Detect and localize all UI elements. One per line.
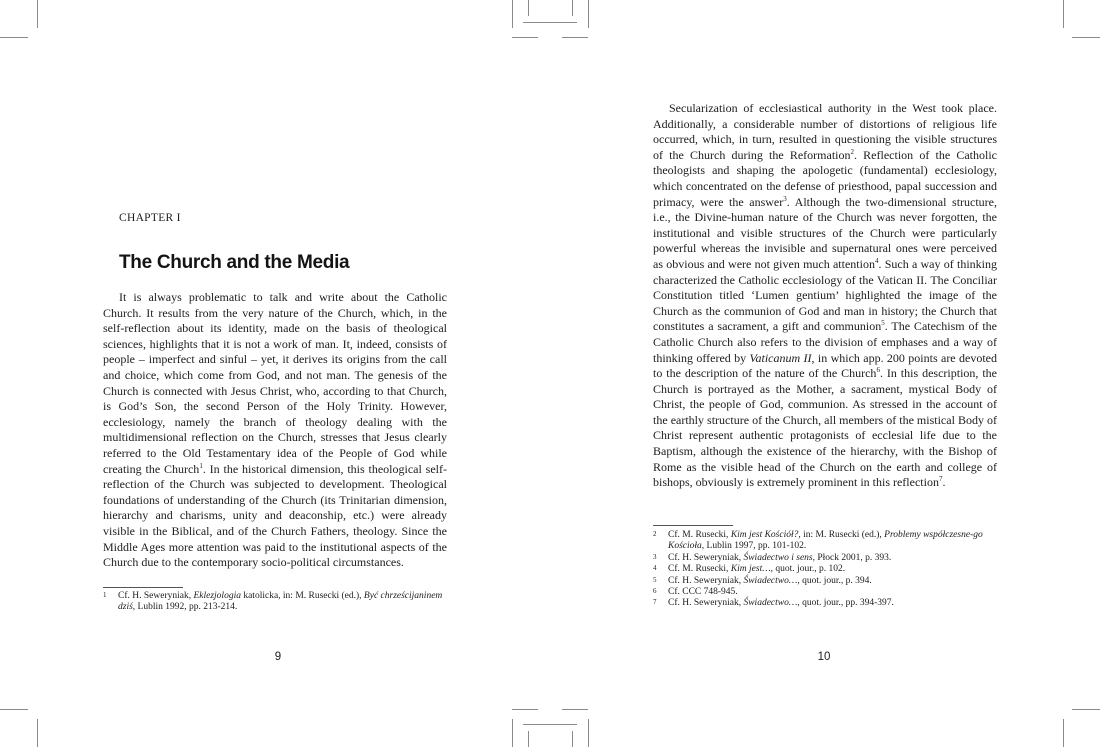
footnote-text: , quot. jour., p. 102. [770,564,846,575]
footnote-text: Cf. H. Seweryniak, [668,552,744,563]
footnote-ref[interactable]: 7 [938,475,943,484]
footnote-ref[interactable]: 2 [850,147,854,156]
footnote-number: 3 [653,552,657,561]
footnote-ref[interactable]: 4 [874,256,879,265]
footnote [653,587,999,598]
text-run: . Reflection of the Catholic theologists and shaping the apologetic (fundamental) ecclesiology, which concentrated on the defense of priesthood, papal succession and primacy, were the answer [653,147,997,209]
crop-mark [1063,719,1064,747]
crop-mark [588,719,589,747]
crop-mark [528,0,529,16]
crop-mark [37,719,38,747]
text-run: . [942,475,946,490]
footnote-number: 1 [103,591,107,599]
footnote-ref[interactable]: 3 [783,194,787,203]
text-run: . In this description, the Church is portrayed as the Mother, a sacrament, mystical Body of Christ, the people of God, communion. As stressed in the account of the earthly structure of the Church, all members of the mistical Body of Christ represent authentic protagonists of ecclesial life due to the Baptism, although the existence of the hierarchy, with the Bishop of Rome as the visible head of the Church on the earth and college of bishops, obviously is extremely prominent in this reflection [653,366,997,490]
footnote-rule [103,587,183,588]
body-paragraph [653,101,997,491]
crop-mark [512,709,538,710]
footnote-ref[interactable]: 5 [881,319,885,328]
crop-mark [512,719,513,747]
body-paragraph [103,290,447,571]
footnote-number: 2 [653,530,657,538]
crop-mark [550,22,577,23]
crop-mark [1063,0,1064,28]
text-run: . Although the two-dimensional structure, i.e., the Divine-human nature of the Church was never forgotten, the institutional and visible structures of the Church were particularly powerful whereas the invisible and supernatural ones were perceived as obvious and were not given much attention [653,194,998,271]
page-number: 9 [274,651,282,663]
footnote-text: Cf. H. Seweryniak, [118,591,194,601]
footnote-number: 4 [653,564,657,573]
page-number: 10 [817,651,831,663]
crop-mark [37,0,38,28]
crop-mark [523,22,550,23]
crop-mark [1072,37,1100,38]
crop-mark [572,731,573,747]
right-page [550,0,1100,747]
footnote [653,553,999,564]
crop-mark [1072,709,1100,710]
footnote-text: Cf. H. Seweryniak, [668,575,744,586]
crop-mark [588,0,589,28]
emphasis: Vaticanum II [749,350,812,365]
text-run: . Such a way of thinking characterized the Catholic ecclesiology of the Vatican II. The Conciliar Constitution titled ‘Lumen gentium’ highlighted the image of the Church as the communion of God and man in history; the Church that constitutes a sacrament, a gift and communion [653,256,997,334]
footnote-text: , in: M. Rusecki (ed.), [798,530,885,540]
chapter-title: The Church and the Media [119,252,350,273]
chapter-label: CHAPTER I [119,212,181,224]
footnote [103,591,449,614]
footnote-text: Cf. H. Seweryniak, [668,598,744,609]
footnote-title: Problemy współczesne-go Kościoła [668,530,983,552]
footnote [653,576,999,587]
footnote-rule [653,525,733,526]
crop-mark [562,37,588,38]
text-run: It is always problematic to talk and write about the Catholic Church. It results from the very nature of the Church, which, in the self-reflection about its identity, made on the basis of theological sciences, highlights that it is not a work of man. It, indeed, consists of people – imperfect and sinful – yet, it derives its origins from the call and choice, which come from God, and not man. The genesis of the Church is connected with Jesus Christ, who, according to that Church, is God’s Son, the second Person of the Holy Trinity. However, ecclesiology, namely the branch of theology dealing with the multidimensional reflection on the Church, stresses that Jesus clearly referred to the Old Testamentary idea of the People of God while creating the Church [103,290,447,476]
text-run: . The Catechism of the Catholic Church also refers to the division of emphases and a way of thinking offered by [653,319,998,365]
text-run: , in which app. 200 points are devoted to the description of the nature of the Church [653,350,997,381]
footnote-ref[interactable]: 1 [199,461,203,470]
footnote-text: Cf. M. Rusecki, [668,564,731,575]
footnote [653,598,999,609]
footnote-title: Świadectwo… [743,575,798,586]
footnote [653,564,999,575]
crop-mark [562,709,588,710]
footnote-text: , Lublin 1992, pp. 213-214. [132,602,238,613]
footnote-number: 6 [653,587,657,596]
footnote-number: 7 [653,598,657,607]
text-run: . In the historical dimension, this theological self-reflection of the Church was subjected to development. Theological foundations of understanding of the Church (its Trinitarian dimension, hierarchy and charisms, unity and deaconship, etc.) were already visible in the Biblical, and of the Church Fathers, theology. Since the Middle Ages more attention was paid to the institutional aspects of the Church due to the contemporary socio-political circumstances. [103,461,447,570]
footnote-text: , Lublin 1997, pp. 101-102. [701,541,807,552]
crop-mark [512,37,538,38]
footnote-title: Kim jest… [730,564,771,575]
crop-mark [572,0,573,16]
footnote-number: 5 [653,575,657,584]
footnote-text: , Płock 2001, p. 393. [812,552,892,563]
footnote-title: Być chrześcijaninem dziś [118,591,443,613]
text-run: Secularization of ecclesiastical authority in the West took place. Additionally, a considerable number of distortions of religious life occurred, which, in turn, resulted in questioning the visible structures of the Church during the Reformation [653,101,997,162]
footnotes [103,591,449,614]
footnote-text: , quot. jour., p. 394. [797,575,872,586]
footnote-text: Cf. CCC 748-945. [668,587,738,598]
footnote-text: katolicka, in: M. Rusecki (ed.), [240,591,364,601]
footnote-title: Eklezjologia [193,591,241,601]
crop-mark [528,731,529,747]
crop-mark [550,724,577,725]
footnote-ref[interactable]: 6 [876,366,880,375]
footnote-title: Świadectwo i sens [743,552,813,563]
footnote-text: , quot. jour., pp. 394-397. [797,598,894,609]
footnote-text: Cf. M. Rusecki, [668,530,731,540]
crop-mark [512,0,513,28]
footnotes [653,530,999,610]
footnote-title: Kim jest Kościół? [730,530,799,540]
crop-mark [0,709,28,710]
footnote [653,530,999,553]
crop-mark [0,37,28,38]
footnote-title: Świadectwo… [743,598,798,609]
crop-mark [523,724,550,725]
